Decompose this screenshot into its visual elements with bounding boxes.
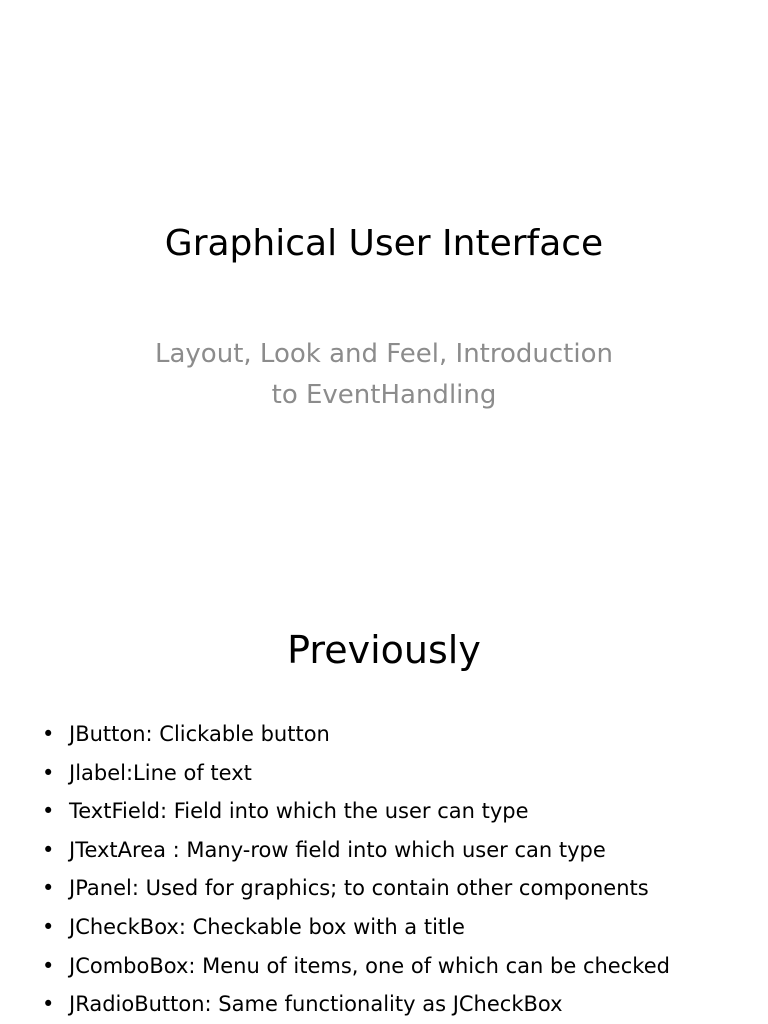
bullet-text: JRadioButton: Same functionality as JCheckBox bbox=[69, 992, 563, 1017]
bullet-item bbox=[42, 985, 670, 1024]
slide-subtitle bbox=[0, 334, 768, 416]
bullet-icon: • bbox=[42, 722, 55, 746]
bullet-icon: • bbox=[42, 760, 55, 785]
bullet-icon: • bbox=[42, 953, 55, 978]
slide-title-heading: Graphical User Interface bbox=[164, 223, 604, 264]
slide-heading: Previously bbox=[287, 628, 481, 672]
bullet-text: JPanel: Used for graphics; to contain other components bbox=[69, 876, 649, 901]
bullet-item bbox=[42, 754, 670, 793]
bullet-text: JComboBox: Menu of items, one of which can be checked bbox=[69, 953, 670, 978]
bullet-text: Jlabel:Line of text bbox=[69, 760, 252, 785]
bullet-item bbox=[42, 831, 670, 870]
bullet-item bbox=[42, 792, 670, 831]
bullet-text: JCheckBox: Checkable box with a title bbox=[69, 914, 465, 939]
subtitle-line: Layout, Look and Feel, Introduction bbox=[155, 339, 613, 369]
slide-previously bbox=[0, 576, 768, 1024]
bullet-item bbox=[42, 947, 670, 986]
bullet-text: JTextArea : Many-row field into which user can type bbox=[69, 837, 606, 862]
bullet-list bbox=[42, 715, 670, 1024]
bullet-icon: • bbox=[42, 992, 55, 1017]
bullet-text: TextField: Field into which the user can type bbox=[69, 799, 529, 824]
subtitle-line: to EventHandling bbox=[271, 380, 497, 410]
bullet-icon: • bbox=[42, 837, 55, 862]
bullet-text: JButton: Clickable button bbox=[69, 722, 330, 746]
bullet-icon: • bbox=[42, 914, 55, 939]
bullet-icon: • bbox=[42, 799, 55, 824]
bullet-item bbox=[42, 715, 670, 754]
bullet-item bbox=[42, 908, 670, 947]
bullet-item bbox=[42, 869, 670, 908]
bullet-icon: • bbox=[42, 876, 55, 901]
